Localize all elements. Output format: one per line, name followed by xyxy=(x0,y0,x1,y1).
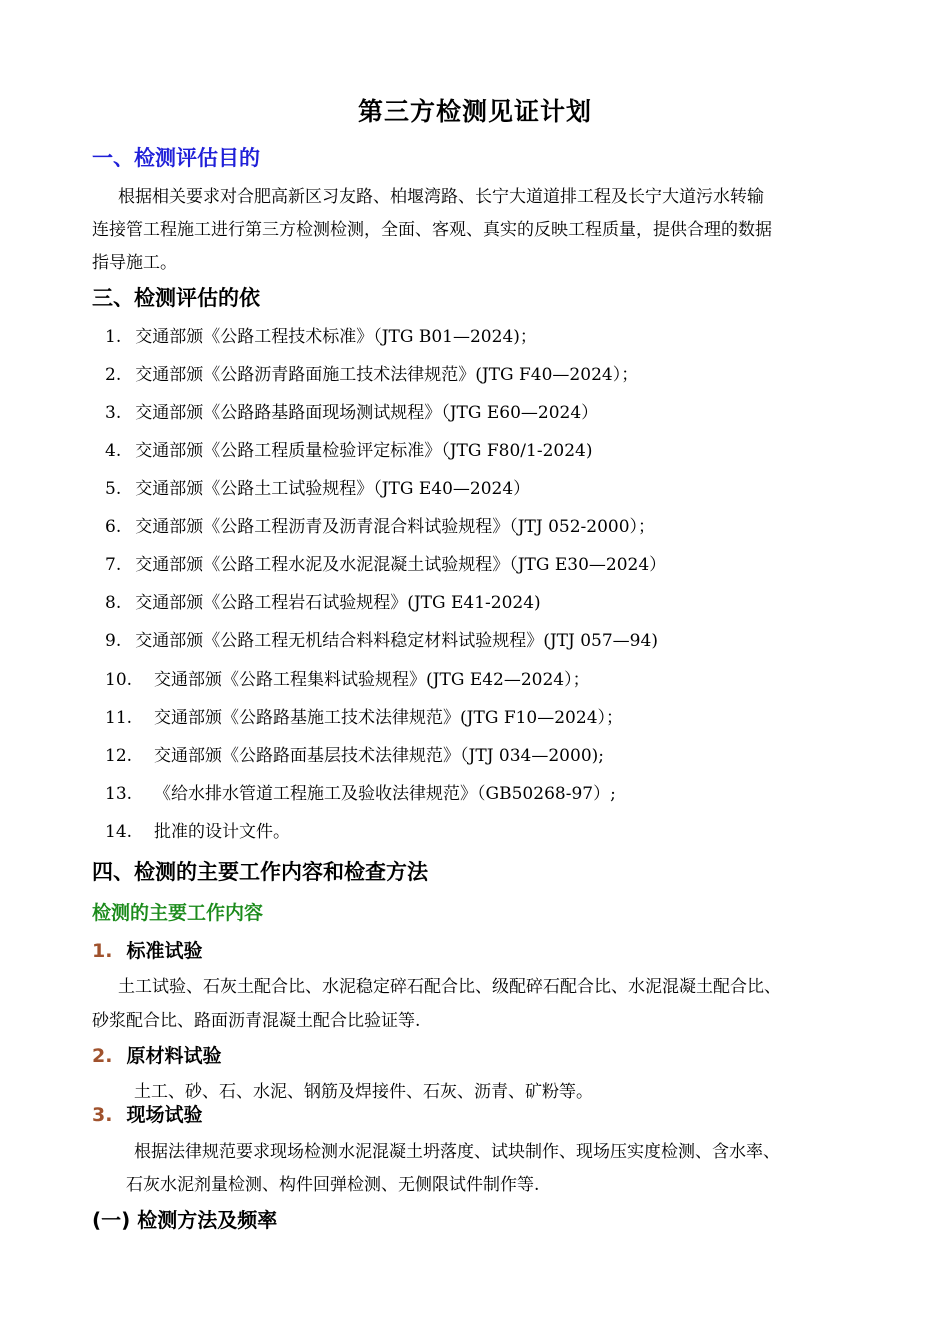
list-item-number: 2. xyxy=(105,365,122,385)
sub3-line1: 根据法律规范要求现场检测水泥混凝土坍落度、试块制作、现场压实度检测、含水率、 xyxy=(134,1142,780,1162)
sub1-heading xyxy=(92,936,202,963)
list-item-number: 13. xyxy=(105,784,133,804)
list-item-number: 1. xyxy=(105,327,122,347)
methods-heading: (一) 检测方法及频率 xyxy=(92,1208,278,1232)
sub1-line1: 土工试验、石灰土配合比、水泥稳定碎石配合比、级配碎石配合比、水泥混凝土配合比、 xyxy=(118,977,781,997)
list-item-text: 交通部颁《公路工程岩石试验规程》(JTG E41-2024) xyxy=(135,593,541,613)
list-item-text: 交通部颁《公路工程沥青及沥青混合料试验规程》（JTJ 052-2000）； xyxy=(135,517,656,537)
list-item xyxy=(105,817,290,842)
list-item xyxy=(105,322,537,347)
list-item xyxy=(105,779,616,804)
list-item-number: 8. xyxy=(105,593,122,613)
sub3-number: 3. xyxy=(92,1104,113,1126)
section4-heading: 四、检测的主要工作内容和检查方法 xyxy=(92,860,428,884)
section1-heading: 一、检测评估目的 xyxy=(92,146,260,170)
list-item-text: 批准的设计文件。 xyxy=(154,822,291,842)
sub2-heading xyxy=(92,1041,221,1068)
list-item-number: 4. xyxy=(105,441,122,461)
section1-line2: 连接管工程施工进行第三方检测检测，全面、客观、真实的反映工程质量，提供合理的数据 xyxy=(92,220,772,240)
list-item-number: 12. xyxy=(105,746,133,766)
list-item-number: 3. xyxy=(105,403,122,423)
list-item-number: 14. xyxy=(105,822,133,842)
list-item-text: 交通部颁《公路沥青路面施工技术法律规范》(JTG F40—2024）； xyxy=(135,365,639,385)
list-item-text: 交通部颁《公路路基路面现场测试规程》（JTG E60—2024） xyxy=(135,403,599,423)
list-item-number: 10. xyxy=(105,670,133,690)
list-item-text: 交通部颁《公路工程水泥及水泥混凝土试验规程》（JTG E30—2024） xyxy=(135,555,667,575)
list-item xyxy=(105,703,623,728)
list-item xyxy=(105,360,638,385)
section4-subheading: 检测的主要工作内容 xyxy=(92,902,264,924)
sub2-number: 2. xyxy=(92,1045,113,1067)
list-item-number: 9. xyxy=(105,631,122,651)
list-item-text: 交通部颁《公路工程集料试验规程》(JTG E42—2024）； xyxy=(154,670,590,690)
section1-line3: 指导施工。 xyxy=(92,253,177,273)
list-item-text: 《给水排水管道工程施工及验收法律规范》（GB50268-97）; xyxy=(154,784,616,804)
list-item-number: 11. xyxy=(105,708,133,728)
list-item xyxy=(105,436,592,461)
sub3-line2: 石灰水泥剂量检测、构件回弹检测、无侧限试件制作等. xyxy=(126,1175,540,1195)
sub3-title: 现场试验 xyxy=(126,1104,203,1126)
document-title: 第三方检测见证计划 xyxy=(357,97,592,126)
sub2-title: 原材料试验 xyxy=(126,1045,222,1067)
list-item xyxy=(105,512,655,537)
list-item-number: 6. xyxy=(105,517,122,537)
list-item-text: 交通部颁《公路土工试验规程》（JTG E40—2024） xyxy=(135,479,531,499)
list-item-text: 交通部颁《公路路基施工技术法律规范》(JTG F10—2024）； xyxy=(154,708,624,728)
list-item-text: 交通部颁《公路路面基层技术法律规范》（JTJ 034—2000); xyxy=(154,746,604,766)
list-item xyxy=(105,588,541,613)
list-item xyxy=(105,398,598,423)
sub1-line2: 砂浆配合比、路面沥青混凝土配合比验证等. xyxy=(92,1011,421,1031)
list-item-number: 5. xyxy=(105,479,122,499)
list-item-number: 7. xyxy=(105,555,122,575)
sub2-line1: 土工、砂、石、水泥、钢筋及焊接件、石灰、沥青、矿粉等。 xyxy=(134,1082,593,1102)
list-item-text: 交通部颁《公路工程技术标准》（JTG B01—2024)； xyxy=(135,327,537,347)
list-item xyxy=(105,665,590,690)
list-item xyxy=(105,550,666,575)
list-item-text: 交通部颁《公路工程无机结合料料稳定材料试验规程》(JTJ 057—94) xyxy=(135,631,658,651)
list-item xyxy=(105,741,604,766)
list-item xyxy=(105,474,530,499)
sub3-heading xyxy=(92,1100,202,1127)
section1-line1: 根据相关要求对合肥高新区习友路、柏堰湾路、长宁大道道排工程及长宁大道污水转输 xyxy=(118,187,764,207)
sub1-title: 标准试验 xyxy=(126,940,203,962)
section3-heading: 三、检测评估的依 xyxy=(92,286,260,310)
sub1-number: 1. xyxy=(92,940,113,962)
list-item xyxy=(105,626,658,651)
list-item-text: 交通部颁《公路工程质量检验评定标准》（JTG F80/1-2024) xyxy=(135,441,593,461)
